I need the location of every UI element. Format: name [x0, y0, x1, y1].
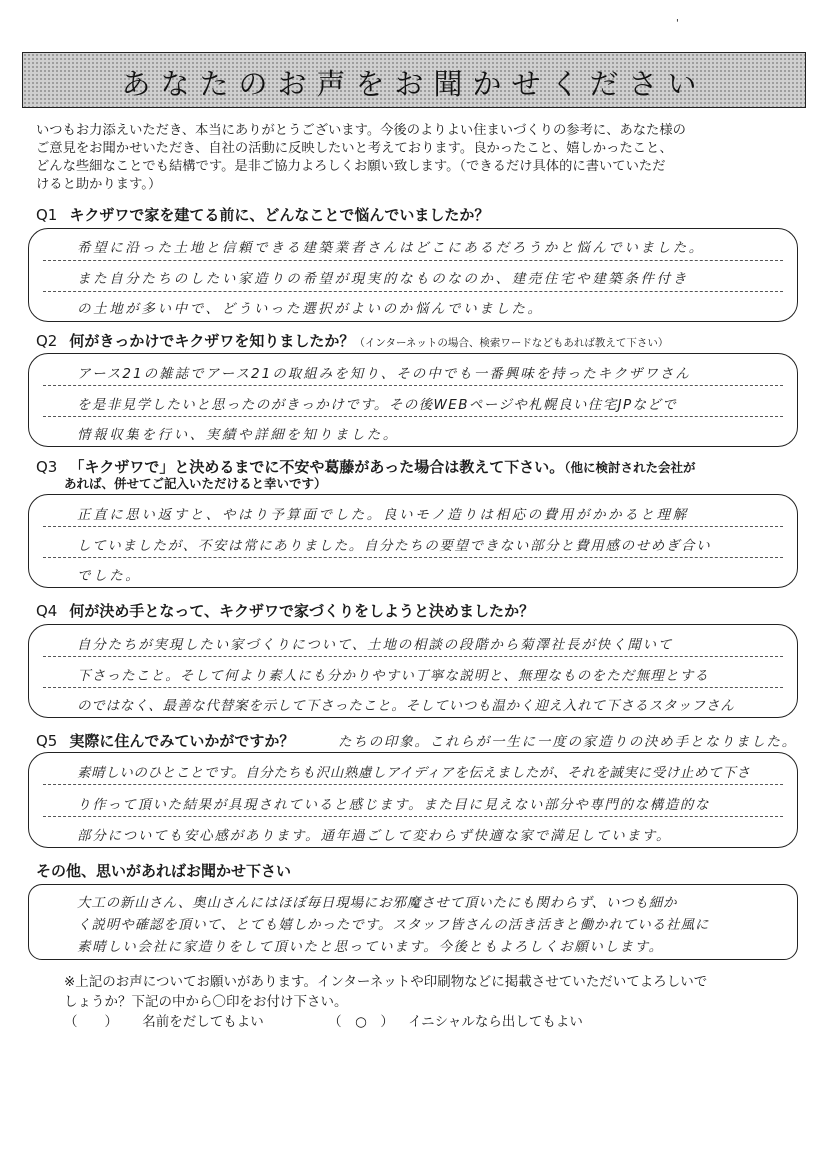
q4-heading	[36, 600, 534, 621]
option2-checkbox[interactable]: （ ○ ）	[328, 1014, 394, 1030]
other-answer-line: 素晴しい会社に家造りをして頂いたと思っています。今後ともよろしくお願いします。	[77, 939, 664, 955]
corner-mark: '	[676, 18, 679, 29]
other-answer-line: 大工の新山さん、奥山さんにはほぼ毎日現場にお邪魔させて頂いたにも関わらず、いつも細か	[77, 895, 678, 911]
q5-text: 実際に住んでみていかがですか？	[69, 732, 295, 750]
q2-answer-line: アース21の雑誌でアース21の取組みを知り、その中でも一番興味を持ったキクザワさん	[77, 366, 691, 382]
ruled-line	[43, 416, 783, 417]
other-answer-box	[28, 884, 798, 960]
q3-number: Q3	[36, 458, 58, 476]
q3-answer-line: していましたが、不安は常にありました。自分たちの要望できない部分と費用感のせめぎ合い	[77, 538, 712, 554]
q4-answer-line: 下さったこと。そして何より素人にも分かりやすい丁寧な説明と、無理なものをただ無理とする	[77, 668, 710, 684]
q4-number: Q4	[36, 602, 58, 620]
q3-text: 「キクザワで」と決めるまでに不安や葛藤があった場合は教えて下さい。	[69, 458, 565, 476]
ruled-line	[43, 291, 783, 292]
q4-answer-overflow: たちの印象。これらが一生に一度の家造りの決め手となりました。	[338, 734, 797, 750]
q2-number: Q2	[36, 332, 58, 350]
q1-text: キクザワで家を建てる前に、どんなことで悩んでいましたか？	[69, 206, 490, 224]
other-heading	[36, 860, 291, 881]
q2-text: 何がきっかけでキクザワを知りましたか？	[69, 332, 355, 350]
ruled-line	[43, 687, 783, 688]
q4-answer-line: 自分たちが実現したい家づくりについて、土地の相談の段階から菊澤社長が快く聞いて	[77, 637, 674, 653]
q2-heading	[36, 330, 668, 351]
other-text: その他、思いがあればお聞かせ下さい	[36, 862, 292, 880]
q1-answer-box	[28, 228, 798, 322]
option1-label: 名前をだしてもよい	[142, 1014, 264, 1030]
intro-line: ご意見をお聞かせいただき、自社の活動に反映したいと考えております。良かったこと、嬉しかったこと、	[36, 141, 673, 156]
ruled-line	[43, 656, 783, 657]
q1-answer-line: また自分たちのしたい家造りの希望が現実的なものなのか、建売住宅や建築条件付き	[77, 271, 689, 287]
q1-answer-line: 希望に沿った土地と信頼できる建築業者さんはどこにあるだろうかと悩んでいました。	[77, 240, 705, 256]
q3-sub-line: あれば、併せてご記入いただけると幸いです）	[64, 476, 327, 491]
q2-answer-box	[28, 353, 798, 447]
q5-heading	[36, 730, 294, 751]
intro-line: けると助かります。）	[36, 177, 162, 192]
q1-answer-line: の土地が多い中で、どういった選択がよいのか悩んでいました。	[77, 301, 544, 317]
q2-answer-line: を是非見学したいと思ったのがきっかけです。その後WEBページや札幌良い住宅JPなどで	[77, 397, 678, 413]
q5-answer-line: り作って頂いた結果が具現されていると感じます。また目に見えない部分や専門的な構造的な	[77, 797, 711, 813]
footer-options	[64, 1010, 764, 1030]
page-title: あなたのお声をお聞かせください	[121, 67, 707, 101]
ruled-line	[43, 260, 783, 261]
q5-answer-line: 部分についても安心感があります。通年過ごして変わらず快適な家で満足しています。	[77, 828, 672, 844]
ruled-line	[43, 784, 783, 785]
intro-paragraph	[36, 122, 796, 194]
intro-line: いつもお力添えいただき、本当にありがとうございます。今後のよりよい住まいづくりの参考に、あなた様の	[36, 123, 686, 138]
q5-number: Q5	[36, 732, 58, 750]
q2-note: （インターネットの場合、検索ワードなどもあれば教えて下さい）	[354, 337, 669, 349]
q5-answer-box	[28, 752, 798, 848]
ruled-line	[43, 385, 783, 386]
q1-number: Q1	[36, 206, 58, 224]
q3-sub: （他に検討された会社が	[564, 460, 696, 475]
q5-answer-line: 素晴しいのひとことです。自分たちも沢山熟慮しアイディアを伝えましたが、それを誠実に受け止めて下さ	[77, 765, 751, 781]
ruled-line	[43, 816, 783, 817]
footer-request-line: ※上記のお声についてお願いがあります。インターネットや印刷物などに掲載させていただいてよろしいで	[64, 974, 708, 990]
option2-label: イニシャルなら出してもよい	[408, 1014, 583, 1030]
q4-answer-box	[28, 624, 798, 718]
q2-answer-line: 情報収集を行い、実績や詳細を知りました。	[77, 427, 399, 443]
other-answer-line: く説明や確認を頂いて、とても嬉しかったです。スタッフ皆さんの活き活きと働かれている社風に	[77, 917, 710, 933]
q3-answer-line: 正直に思い返すと、やはり予算面でした。良いモノ造りは相応の費用がかかると理解	[77, 507, 689, 523]
q3-answer-line: でした。	[77, 568, 142, 584]
ruled-line	[43, 557, 783, 558]
ruled-line	[43, 526, 783, 527]
q4-answer-line: のではなく、最善な代替案を示して下さったこと。そしていつも温かく迎え入れて下さるスタッフさん	[77, 698, 735, 714]
title-banner	[22, 52, 806, 108]
option1-checkbox[interactable]: （ ）	[64, 1014, 118, 1030]
intro-line: どんな些細なことでも結構です。是非ご協力よろしくお願い致します。（できるだけ具体的に書いていただ	[36, 159, 666, 174]
q3-answer-box	[28, 494, 798, 588]
footer-request-line: しょうか？下記の中から〇印をお付け下さい。	[64, 994, 348, 1010]
q1-heading	[36, 204, 489, 225]
q4-text: 何が決め手となって、キクザワで家づくりをしようと決めましたか？	[69, 602, 535, 620]
